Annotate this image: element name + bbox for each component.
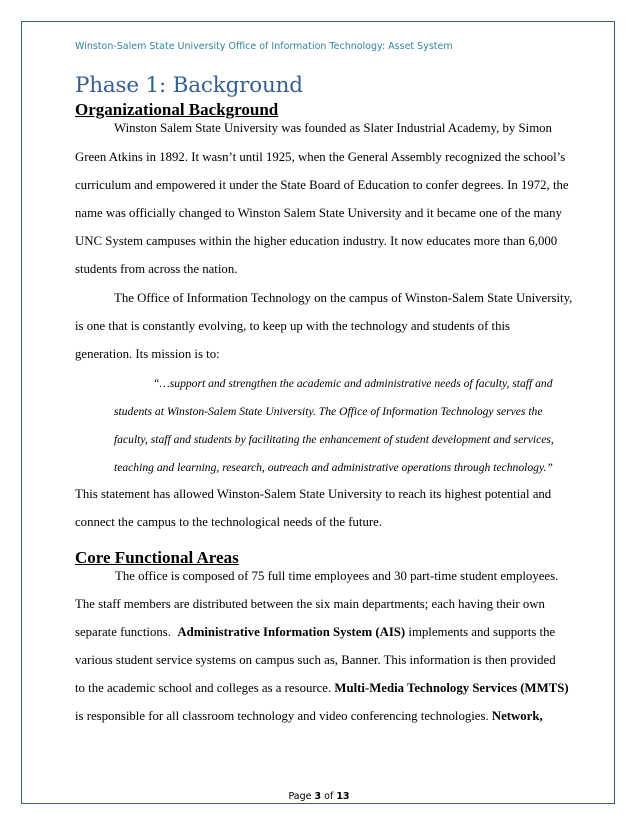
line-text: implements and supports the bbox=[405, 625, 556, 639]
network-term: Network, bbox=[491, 709, 543, 723]
mmts-term: Multi-Media Technology Services (MMTS) bbox=[334, 681, 569, 695]
paragraph-line: generation. Its mission is to: bbox=[75, 347, 220, 361]
mission-quote-line: “…support and strengthen the academic and administrative needs of faculty, staff and bbox=[153, 377, 553, 390]
mission-quote-line: teaching and learning, research, outreach and administrative operations through technology.” bbox=[114, 461, 553, 474]
paragraph-line: UNC System campuses within the higher education industry. It now educates more than 6,000 bbox=[75, 234, 558, 248]
running-header: Winston-Salem State University Office of Information Technology: Asset System bbox=[75, 41, 453, 52]
page-footer bbox=[0, 791, 638, 802]
paragraph-line: students from across the nation. bbox=[75, 262, 238, 276]
page-title: Phase 1: Background bbox=[75, 73, 303, 98]
line-text: separate functions. bbox=[75, 625, 178, 639]
mission-quote-line: faculty, staff and students by facilitating the enhancement of student development and services, bbox=[114, 433, 554, 446]
paragraph-line: The office is composed of 75 full time employees and 30 part-time student employees. bbox=[115, 569, 559, 583]
paragraph-line: Green Atkins in 1892. It wasn’t until 1925, when the General Assembly recognized the school’s bbox=[75, 150, 566, 164]
paragraph-line bbox=[75, 709, 543, 724]
paragraph-line: connect the campus to the technological needs of the future. bbox=[75, 515, 383, 529]
paragraph-line bbox=[75, 625, 555, 640]
line-text: is responsible for all classroom technology and video conferencing technologies. bbox=[75, 709, 492, 723]
section-heading-core-functional-areas: Core Functional Areas bbox=[75, 548, 239, 567]
line-text: to the academic school and colleges as a resource. bbox=[75, 681, 335, 695]
paragraph-line: curriculum and empowered it under the State Board of Education to confer degrees. In 1972, the bbox=[75, 178, 569, 192]
footer-label: Page bbox=[288, 791, 315, 802]
paragraph-line bbox=[75, 681, 569, 696]
footer-label: of bbox=[321, 791, 337, 802]
paragraph-line: name was officially changed to Winston Salem State University and it became one of the many bbox=[75, 206, 562, 220]
paragraph-line: various student service systems on campus such as, Banner. This information is then provided bbox=[75, 653, 556, 667]
ais-term: Administrative Information System (AIS) bbox=[177, 625, 406, 639]
paragraph-line: The staff members are distributed between the six main departments; each having their own bbox=[75, 597, 545, 611]
paragraph-line: is one that is constantly evolving, to keep up with the technology and students of this bbox=[75, 319, 511, 333]
section-heading-organizational-background: Organizational Background bbox=[75, 100, 279, 119]
page-number: 3 bbox=[314, 791, 322, 802]
total-pages: 13 bbox=[336, 791, 350, 802]
mission-quote-line: students at Winston-Salem State University. The Office of Information Technology serves the bbox=[114, 405, 543, 418]
paragraph-line: This statement has allowed Winston-Salem State University to reach its highest potential and bbox=[75, 487, 552, 501]
paragraph-line: The Office of Information Technology on the campus of Winston-Salem State University, bbox=[114, 291, 573, 305]
paragraph-line: Winston Salem State University was founded as Slater Industrial Academy, by Simon bbox=[114, 121, 552, 135]
